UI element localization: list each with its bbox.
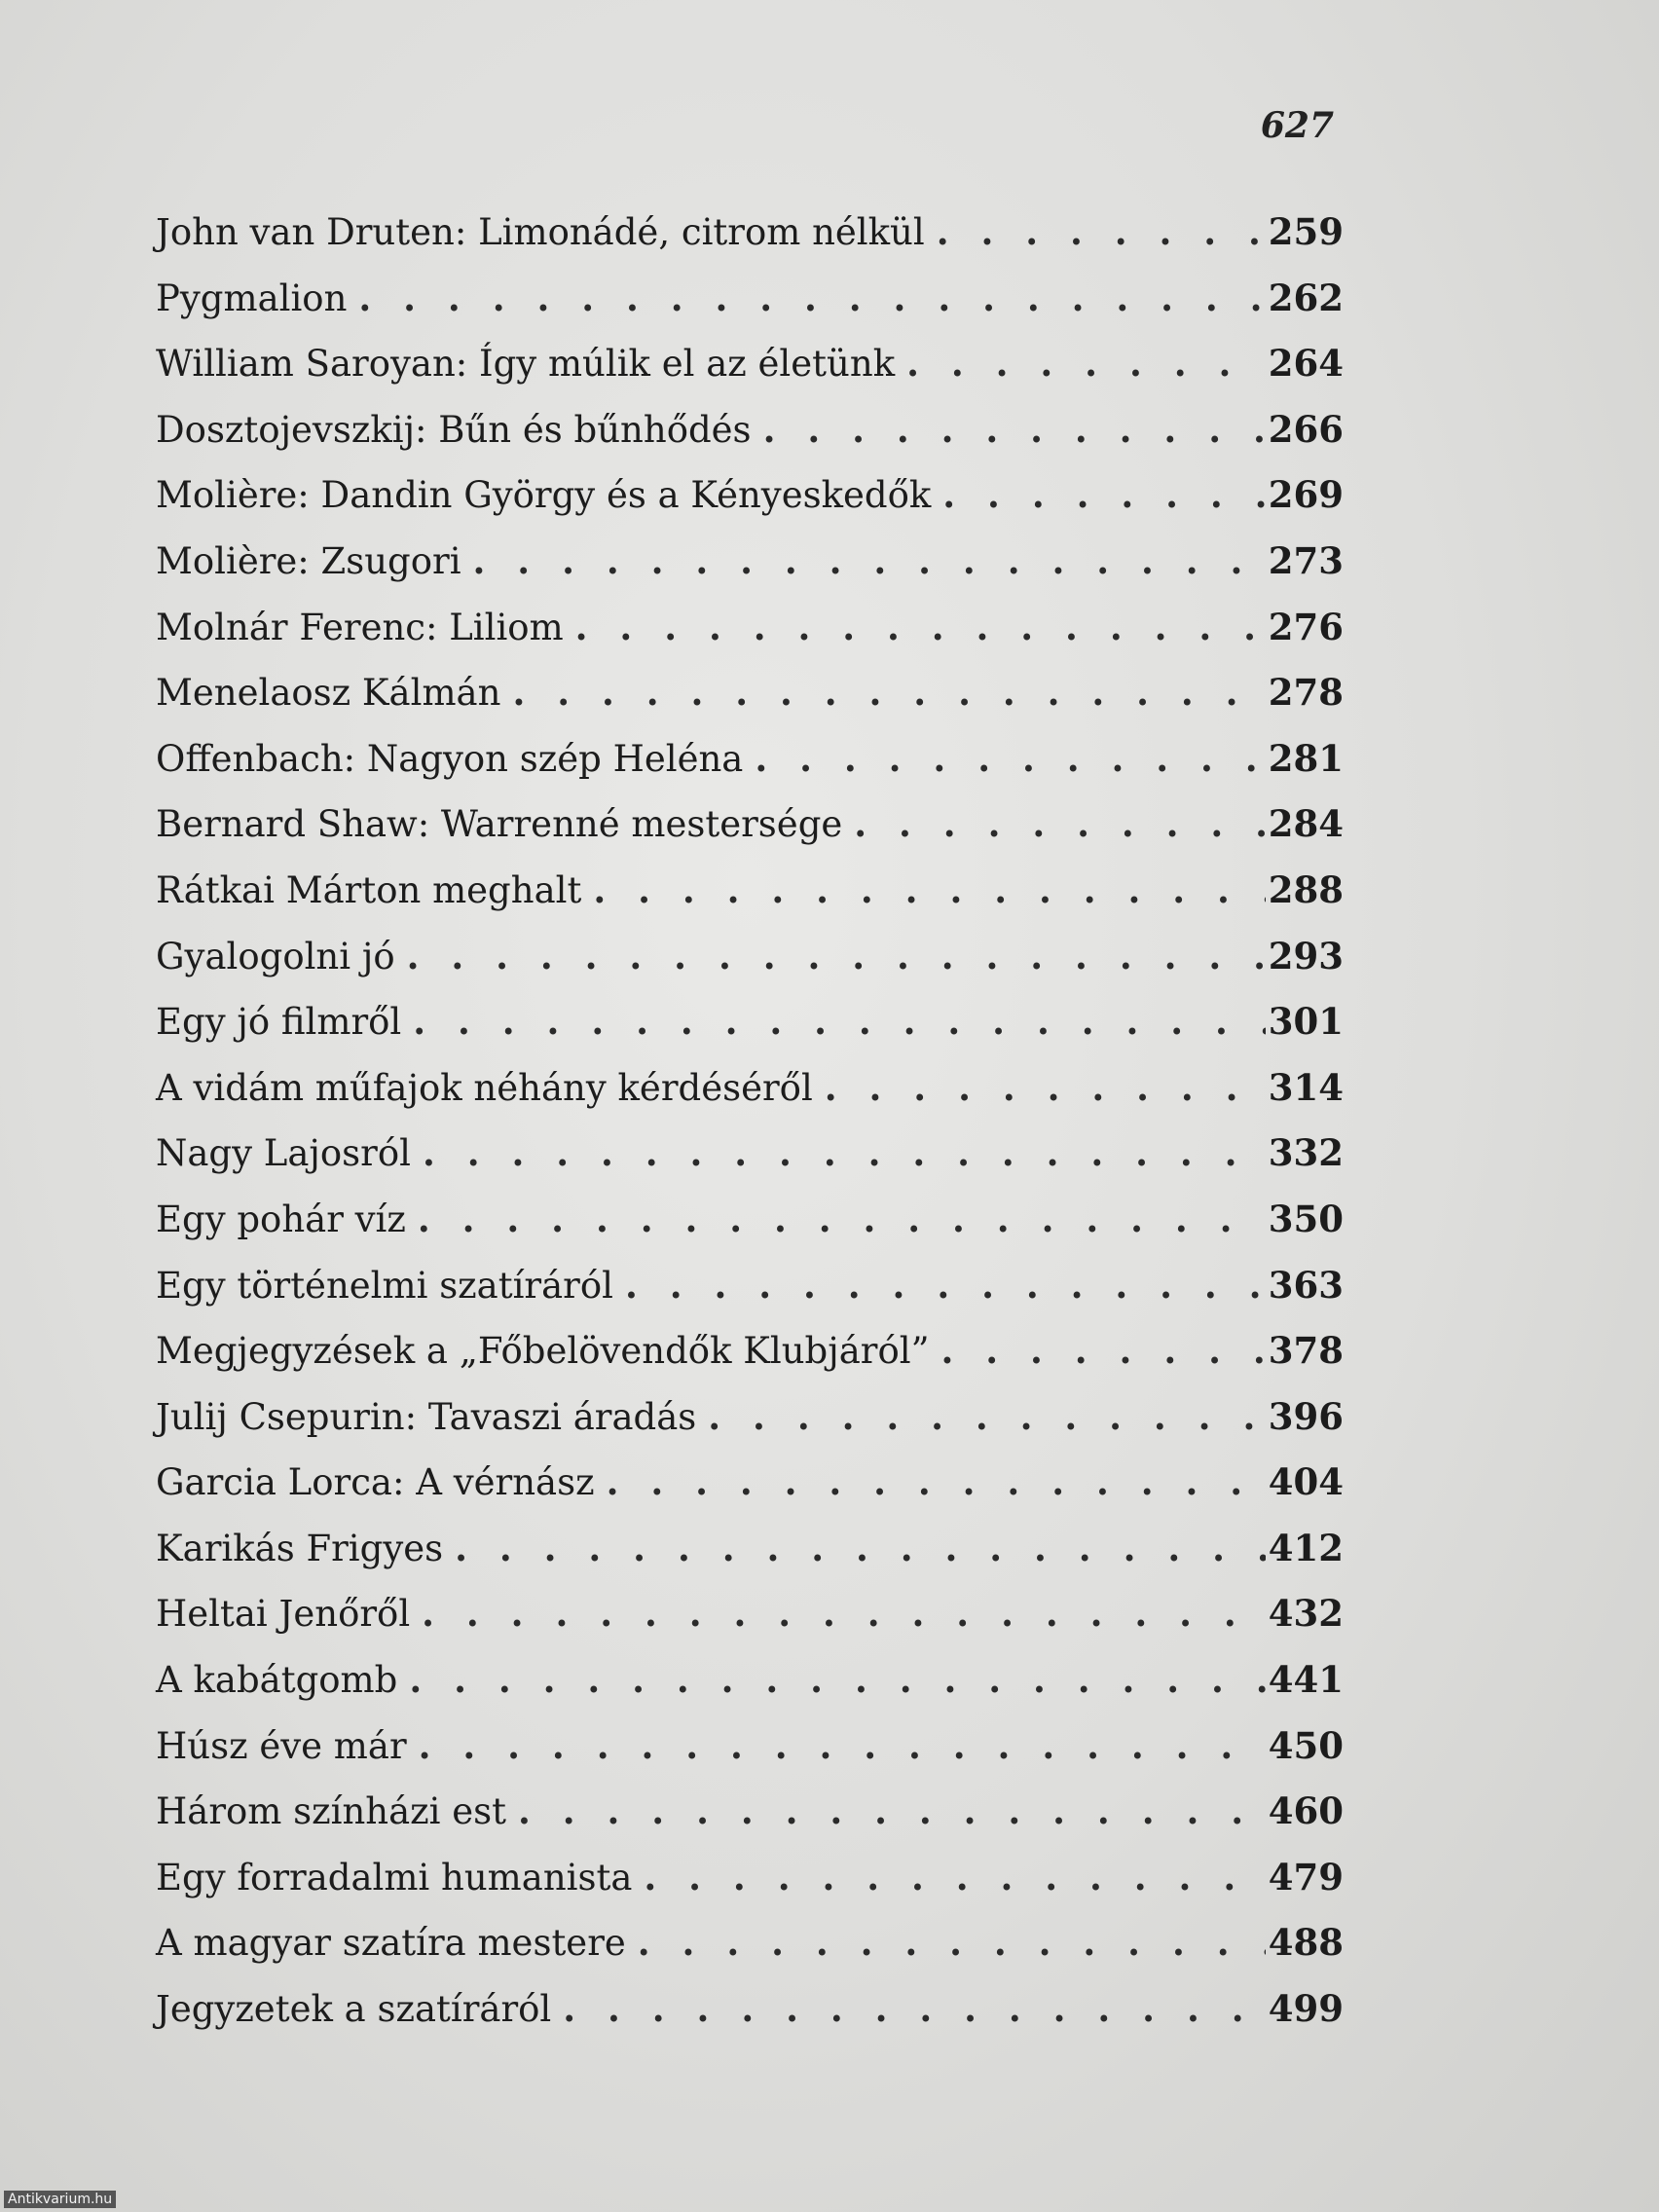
- toc-entry-page: 262: [1268, 276, 1344, 319]
- page-number: 627: [1260, 105, 1334, 146]
- toc-dot-leader: [422, 1581, 1266, 1647]
- toc-entry-title: Molière: Dandin György és a Kényeskedők: [156, 474, 932, 517]
- toc-entry: [156, 1055, 1344, 1122]
- toc-entry: [156, 1581, 1344, 1647]
- toc-entry: [156, 595, 1344, 661]
- toc-dot-leader: [575, 595, 1266, 661]
- toc-dot-leader: [708, 1384, 1266, 1451]
- toc-entry-title: Garcia Lorca: A vérnász: [156, 1461, 595, 1504]
- toc-entry-page: 479: [1268, 1855, 1344, 1899]
- toc-entry-title: Jegyzetek a szatíráról: [156, 1988, 552, 2031]
- toc-entry: [156, 1450, 1344, 1516]
- toc-entry-title: Húsz éve már: [156, 1724, 407, 1767]
- toc-entry: [156, 462, 1344, 529]
- toc-entry-page: 276: [1268, 605, 1344, 648]
- toc-entry-page: 404: [1268, 1460, 1344, 1504]
- table-of-contents: [156, 200, 1344, 2043]
- toc-entry-title: Menelaosz Kálmán: [156, 672, 501, 715]
- toc-entry-page: 269: [1268, 473, 1344, 517]
- toc-entry-page: 499: [1268, 1987, 1344, 2031]
- toc-entry-page: 460: [1268, 1789, 1344, 1833]
- toc-dot-leader: [607, 1450, 1266, 1516]
- toc-entry-title: Egy forradalmi humanista: [156, 1856, 633, 1899]
- toc-dot-leader: [413, 989, 1266, 1055]
- toc-dot-leader: [518, 1779, 1266, 1845]
- toc-entry: [156, 1384, 1344, 1451]
- toc-entry: [156, 989, 1344, 1055]
- toc-dot-leader: [638, 1910, 1266, 1976]
- toc-entry-page: 273: [1268, 538, 1344, 582]
- toc-dot-leader: [942, 462, 1266, 529]
- toc-entry-title: Heltai Jenőről: [156, 1593, 411, 1636]
- toc-dot-leader: [644, 1845, 1266, 1911]
- toc-entry: [156, 660, 1344, 726]
- toc-entry-title: Pygmalion: [156, 276, 348, 319]
- toc-entry-page: 488: [1268, 1921, 1344, 1965]
- toc-entry-page: 259: [1268, 210, 1344, 253]
- toc-entry: [156, 726, 1344, 793]
- toc-dot-leader: [755, 726, 1266, 793]
- toc-dot-leader: [854, 792, 1266, 858]
- toc-entry: [156, 1187, 1344, 1253]
- toc-entry-title: Egy jó filmről: [156, 1001, 402, 1044]
- toc-entry-page: 332: [1268, 1131, 1344, 1175]
- toc-entry: [156, 331, 1344, 397]
- toc-entry: [156, 1779, 1344, 1845]
- toc-entry: [156, 200, 1344, 266]
- toc-dot-leader: [455, 1516, 1266, 1582]
- toc-entry: [156, 858, 1344, 924]
- toc-dot-leader: [763, 397, 1266, 463]
- toc-dot-leader: [423, 1121, 1266, 1187]
- toc-entry: [156, 1647, 1344, 1714]
- toc-entry: [156, 1318, 1344, 1384]
- toc-entry-title: Dosztojevszkij: Bűn és bűnhődés: [156, 408, 752, 451]
- watermark: Antikvarium.hu: [4, 2191, 116, 2208]
- toc-dot-leader: [419, 1714, 1266, 1780]
- toc-entry-title: Julij Csepurin: Tavaszi áradás: [156, 1395, 697, 1438]
- toc-entry-page: 264: [1268, 342, 1344, 386]
- toc-dot-leader: [473, 529, 1266, 595]
- toc-dot-leader: [563, 1976, 1266, 2043]
- toc-entry-title: A vidám műfajok néhány kérdéséről: [156, 1066, 813, 1109]
- toc-entry: [156, 1976, 1344, 2043]
- toc-entry-page: 412: [1268, 1526, 1344, 1569]
- toc-entry-title: Egy pohár víz: [156, 1198, 406, 1240]
- toc-entry-title: John van Druten: Limonádé, citrom nélkül: [156, 211, 925, 253]
- toc-entry-title: William Saroyan: Így múlik el az életünk: [156, 343, 896, 386]
- toc-entry-title: Karikás Frigyes: [156, 1527, 444, 1569]
- toc-entry-title: Gyalogolni jó: [156, 935, 395, 977]
- toc-entry-page: 450: [1268, 1723, 1344, 1767]
- toc-entry: [156, 1516, 1344, 1582]
- toc-entry: [156, 1910, 1344, 1976]
- toc-dot-leader: [825, 1055, 1266, 1122]
- toc-entry-page: 363: [1268, 1263, 1344, 1307]
- toc-entry-page: 396: [1268, 1394, 1344, 1438]
- toc-entry: [156, 1253, 1344, 1319]
- toc-entry-page: 281: [1268, 736, 1344, 780]
- toc-entry: [156, 792, 1344, 858]
- toc-entry-title: Három színházi est: [156, 1790, 507, 1833]
- toc-entry-page: 266: [1268, 407, 1344, 451]
- toc-dot-leader: [937, 200, 1266, 266]
- toc-entry-page: 350: [1268, 1197, 1344, 1240]
- toc-entry-title: A magyar szatíra mestere: [156, 1922, 626, 1965]
- toc-entry: [156, 397, 1344, 463]
- toc-entry: [156, 1845, 1344, 1911]
- toc-entry-page: 432: [1268, 1592, 1344, 1636]
- toc-entry-title: Offenbach: Nagyon szép Heléna: [156, 737, 744, 780]
- toc-entry-title: Bernard Shaw: Warrenné mestersége: [156, 803, 843, 846]
- toc-dot-leader: [941, 1318, 1267, 1384]
- toc-entry: [156, 1121, 1344, 1187]
- toc-entry-page: 278: [1268, 671, 1344, 715]
- toc-entry-page: 441: [1268, 1658, 1344, 1702]
- toc-dot-leader: [625, 1253, 1266, 1319]
- toc-entry-title: Rátkai Márton meghalt: [156, 868, 582, 911]
- toc-entry-title: Nagy Lajosról: [156, 1132, 411, 1175]
- toc-dot-leader: [512, 660, 1266, 726]
- toc-entry: [156, 529, 1344, 595]
- toc-entry-page: 314: [1268, 1065, 1344, 1109]
- toc-entry-page: 288: [1268, 867, 1344, 911]
- toc-dot-leader: [593, 858, 1266, 924]
- toc-dot-leader: [409, 1647, 1266, 1714]
- toc-entry-page: 284: [1268, 802, 1344, 846]
- toc-entry-title: Molière: Zsugori: [156, 539, 461, 582]
- toc-entry-title: Megjegyzések a „Főbelövendők Klubjáról”: [156, 1330, 930, 1373]
- toc-dot-leader: [418, 1187, 1266, 1253]
- toc-entry-page: 293: [1268, 934, 1344, 977]
- toc-entry: [156, 924, 1344, 990]
- toc-entry-title: Molnár Ferenc: Liliom: [156, 606, 564, 648]
- toc-entry-page: 301: [1268, 1000, 1344, 1044]
- toc-entry: [156, 266, 1344, 332]
- toc-entry-page: 378: [1268, 1329, 1344, 1373]
- toc-entry-title: Egy történelmi szatíráról: [156, 1264, 613, 1307]
- toc-entry-title: A kabátgomb: [156, 1659, 398, 1702]
- toc-dot-leader: [407, 924, 1266, 990]
- toc-entry: [156, 1714, 1344, 1780]
- toc-dot-leader: [358, 266, 1266, 332]
- toc-dot-leader: [906, 331, 1266, 397]
